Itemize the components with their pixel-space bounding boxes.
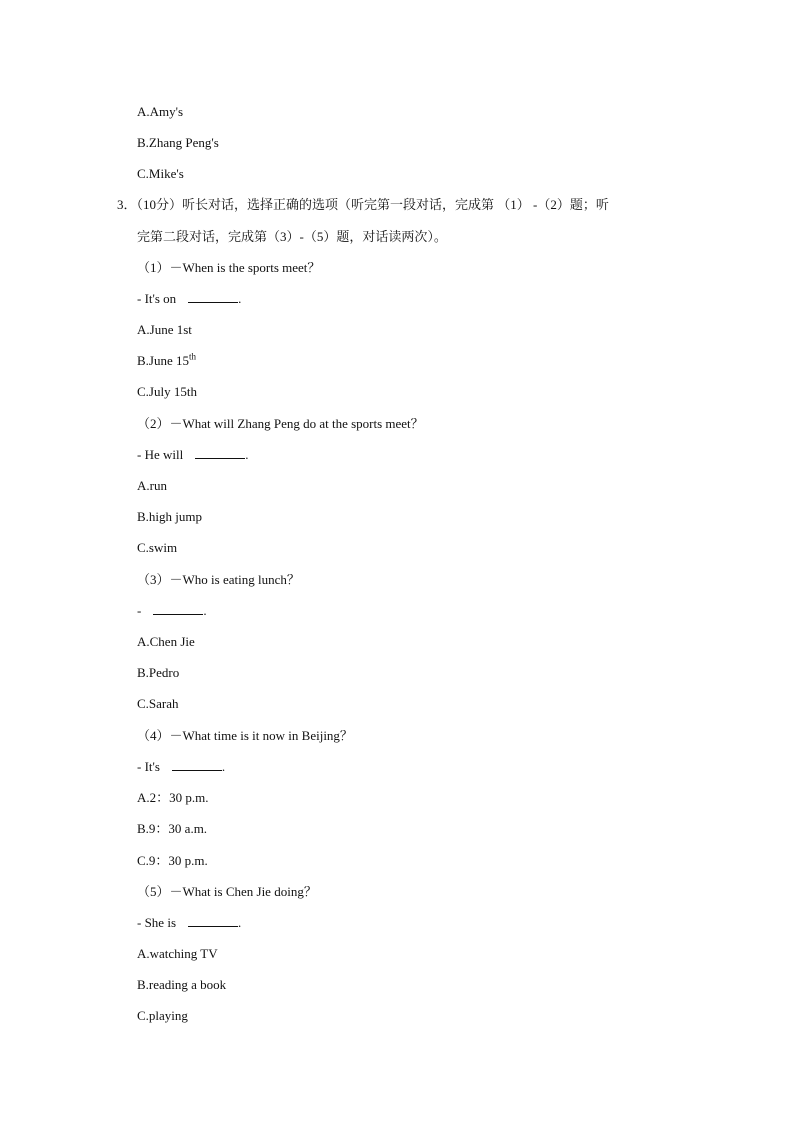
subquestion-5-answer: - She is .: [137, 915, 242, 930]
option-superscript: th: [189, 351, 197, 362]
subquestion-5-option-b: B.reading a book: [137, 977, 227, 992]
subquestion-3-option-c: C.Sarah: [137, 696, 179, 711]
question-3-header: [117, 197, 609, 213]
subquestion-3-answer: - .: [137, 603, 207, 618]
subquestion-2-prompt: （2）－What will Zhang Peng do at the sports meet？: [137, 416, 424, 431]
subquestion-3-option-a: A.Chen Jie: [137, 634, 195, 649]
question-number: 3．: [117, 197, 137, 212]
subquestion-2-option-b: B.high jump: [137, 509, 203, 524]
option-b: B.Zhang Peng's: [137, 135, 219, 150]
subquestion-5-prompt: （5）－What is Chen Jie doing？: [137, 884, 317, 899]
answer-prefix: - It's on: [137, 291, 177, 306]
answer-blank: [195, 447, 245, 459]
answer-blank: [153, 603, 203, 615]
subquestion-4-prompt: （4）－What time is it now in Beijing？: [137, 728, 353, 743]
subquestion-1-option-c: C.July 15th: [137, 384, 197, 399]
option-label: B.June 15: [137, 353, 189, 368]
option-c: C.Mike's: [137, 166, 184, 181]
subquestion-3-option-b: B.Pedro: [137, 665, 180, 680]
subquestion-3-prompt: （3）－Who is eating lunch？: [137, 572, 300, 587]
answer-blank: [188, 291, 238, 303]
subquestion-5-option-a: A.watching TV: [137, 946, 218, 961]
subquestion-2-option-a: A.run: [137, 478, 167, 493]
answer-prefix: - He will: [137, 447, 184, 462]
subquestion-4-option-b: B.9：30 a.m.: [137, 821, 208, 836]
subquestion-5-option-c: C.playing: [137, 1008, 188, 1023]
answer-blank: [188, 915, 238, 927]
subquestion-4-answer: - It's .: [137, 759, 226, 774]
answer-blank: [172, 759, 222, 771]
subquestion-1-prompt: （1）－When is the sports meet？: [137, 260, 321, 275]
subquestion-4-option-c: C.9：30 p.m.: [137, 853, 208, 868]
question-instruction-line1: （10分）听长对话，选择正确的选项（听完第一段对话，完成第 （1） -（2）题；听: [136, 197, 609, 212]
subquestion-1-option-a: A.June 1st: [137, 322, 192, 337]
subquestion-2-answer: - He will .: [137, 447, 249, 462]
question-instruction-line2: 完第二段对话，完成第（3）-（5）题，对话读两次）。: [137, 229, 447, 244]
subquestion-1-answer: - It's on .: [137, 291, 242, 306]
option-a: A.Amy's: [137, 104, 184, 119]
subquestion-1-option-b: [137, 353, 196, 369]
answer-prefix: -: [137, 603, 142, 618]
subquestion-4-option-a: A.2：30 p.m.: [137, 790, 209, 805]
answer-prefix: - It's: [137, 759, 160, 774]
answer-prefix: - She is: [137, 915, 176, 930]
subquestion-2-option-c: C.swim: [137, 540, 178, 555]
